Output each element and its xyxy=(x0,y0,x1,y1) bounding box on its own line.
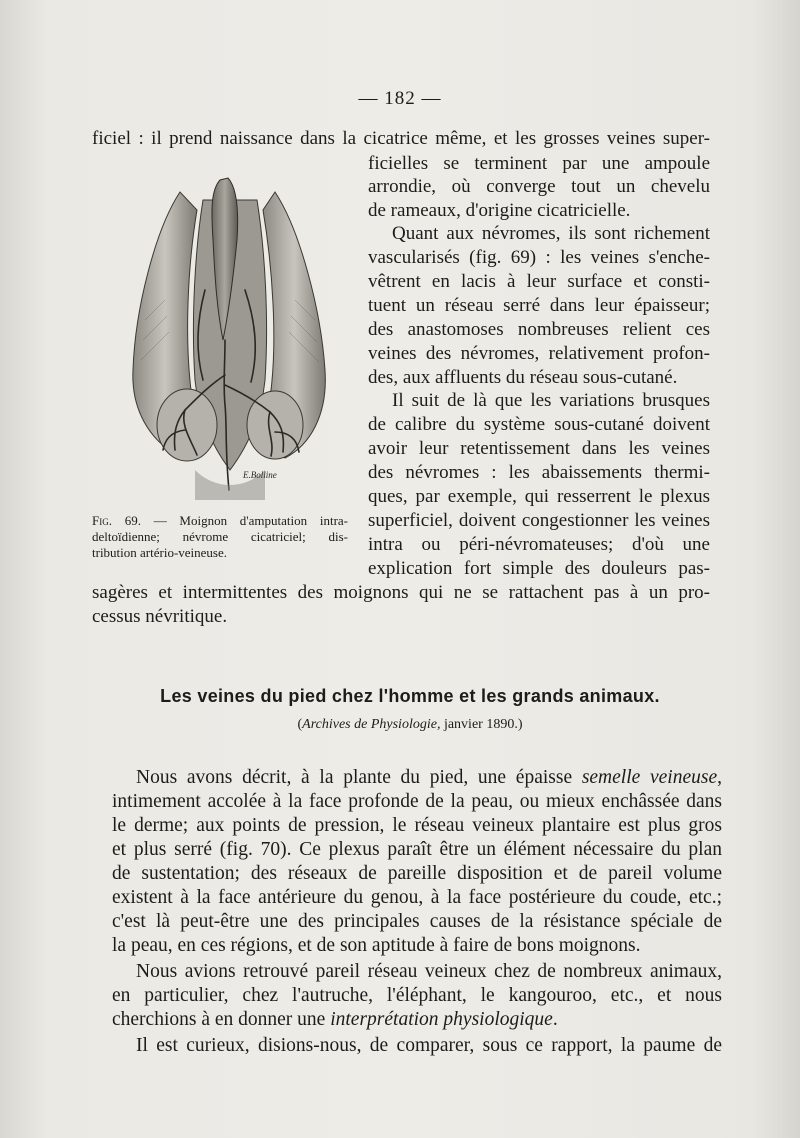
text-line: Nous avions retrouvé pareil réseau veineux chez de nombreux animaux, xyxy=(136,961,722,982)
lobe-left xyxy=(157,389,217,461)
text-line: veines des névromes, relativement profon- xyxy=(368,343,710,364)
text-line: cherchions à en donner une interprétation physiologique. xyxy=(112,1009,558,1030)
figure-label: Fig. 69. xyxy=(92,513,141,528)
page-number: — 182 — xyxy=(358,88,442,109)
text-line: de sustentation; des réseaux de pareille disposition et de pareil volume xyxy=(112,863,722,884)
text-line: de calibre du système sous-cutané doivent xyxy=(368,414,710,435)
source-paren: ( xyxy=(297,717,303,732)
text-line: des, aux affluents du réseau sous-cutané. xyxy=(368,367,678,388)
text-line: tuent un réseau serré dans leur épaisseur; xyxy=(368,295,710,316)
text-line: c'est là peut-être une des principales causes de la résistance spéciale de xyxy=(112,911,722,932)
text-line: superficiel, doivent congestionner les veines xyxy=(368,510,710,531)
text-line: vascularisés (fig. 69) : les veines s'enche- xyxy=(368,247,710,268)
caption-text: — Moignon d'amputation intra- xyxy=(153,513,348,528)
artist-signature: E.Bolline xyxy=(243,470,277,480)
text-line: vêtrent en lacis à leur surface et consti- xyxy=(368,271,710,292)
section-source xyxy=(130,717,690,733)
source-journal: Archives de Physiologie, xyxy=(302,717,441,732)
text-line: intimement accolée à la face profonde de la peau, ou mieux enchâssée dans xyxy=(112,791,722,812)
figure-caption-line: tribution artério-veineuse. xyxy=(92,545,228,560)
text-line: ficielles se terminent par une ampoule xyxy=(368,153,710,174)
text-line: Nous avons décrit, à la plante du pied, une épaisse semelle veineuse, xyxy=(136,767,722,788)
text-line: sagères et intermittentes des moignons qui ne se rattachent pas à un pro- xyxy=(92,582,710,603)
figure-caption-line xyxy=(92,512,348,529)
text-line: avoir leur retentissement dans les veines xyxy=(368,438,710,459)
text-line: la peau, en ces régions, et de son aptitude à faire de bons moignons. xyxy=(112,935,641,956)
text-line: cessus névritique. xyxy=(92,606,228,627)
text-line: des anastomoses nombreuses relient ces xyxy=(368,319,710,340)
text-line: de rameaux, d'origine cicatricielle. xyxy=(368,200,631,221)
text-line: explication fort simple des douleurs pas- xyxy=(368,558,710,579)
section-title: Les veines du pied chez l'homme et les grands animaux. xyxy=(160,686,660,706)
text-line: et plus serré (fig. 70). Ce plexus paraît être un élément nécessaire du plan xyxy=(112,839,722,860)
text-line: intra ou péri-névromateuses; d'où une xyxy=(368,534,710,555)
text-line: arrondie, où converge tout un chevelu xyxy=(368,176,710,197)
text-line: Il est curieux, disions-nous, de comparer, sous ce rapport, la paume de xyxy=(136,1035,722,1056)
text-line: des névromes : les abaissements thermi- xyxy=(368,462,710,483)
text-line: ques, par exemple, qui resserrent le plexus xyxy=(368,486,710,507)
text-line: en particulier, chez l'autruche, l'éléphant, le kangouroo, etc., et nous xyxy=(112,985,722,1006)
text-line: le derme; aux points de pression, le réseau veineux plantaire est plus gros xyxy=(112,815,722,836)
text-line: ficiel : il prend naissance dans la cicatrice même, et les grosses veines super- xyxy=(92,128,710,149)
figure-caption-line: deltoïdienne; névrome cicatriciel; dis- xyxy=(92,529,348,544)
text-line: Il suit de là que les variations brusques xyxy=(392,390,710,411)
stump-illustration xyxy=(125,170,335,510)
text-line: existent à la face antérieure du genou, à la face postérieure du coude, etc.; xyxy=(112,887,722,908)
text-line: Quant aux névromes, ils sont richement xyxy=(392,223,710,244)
source-date: janvier 1890.) xyxy=(440,717,523,732)
